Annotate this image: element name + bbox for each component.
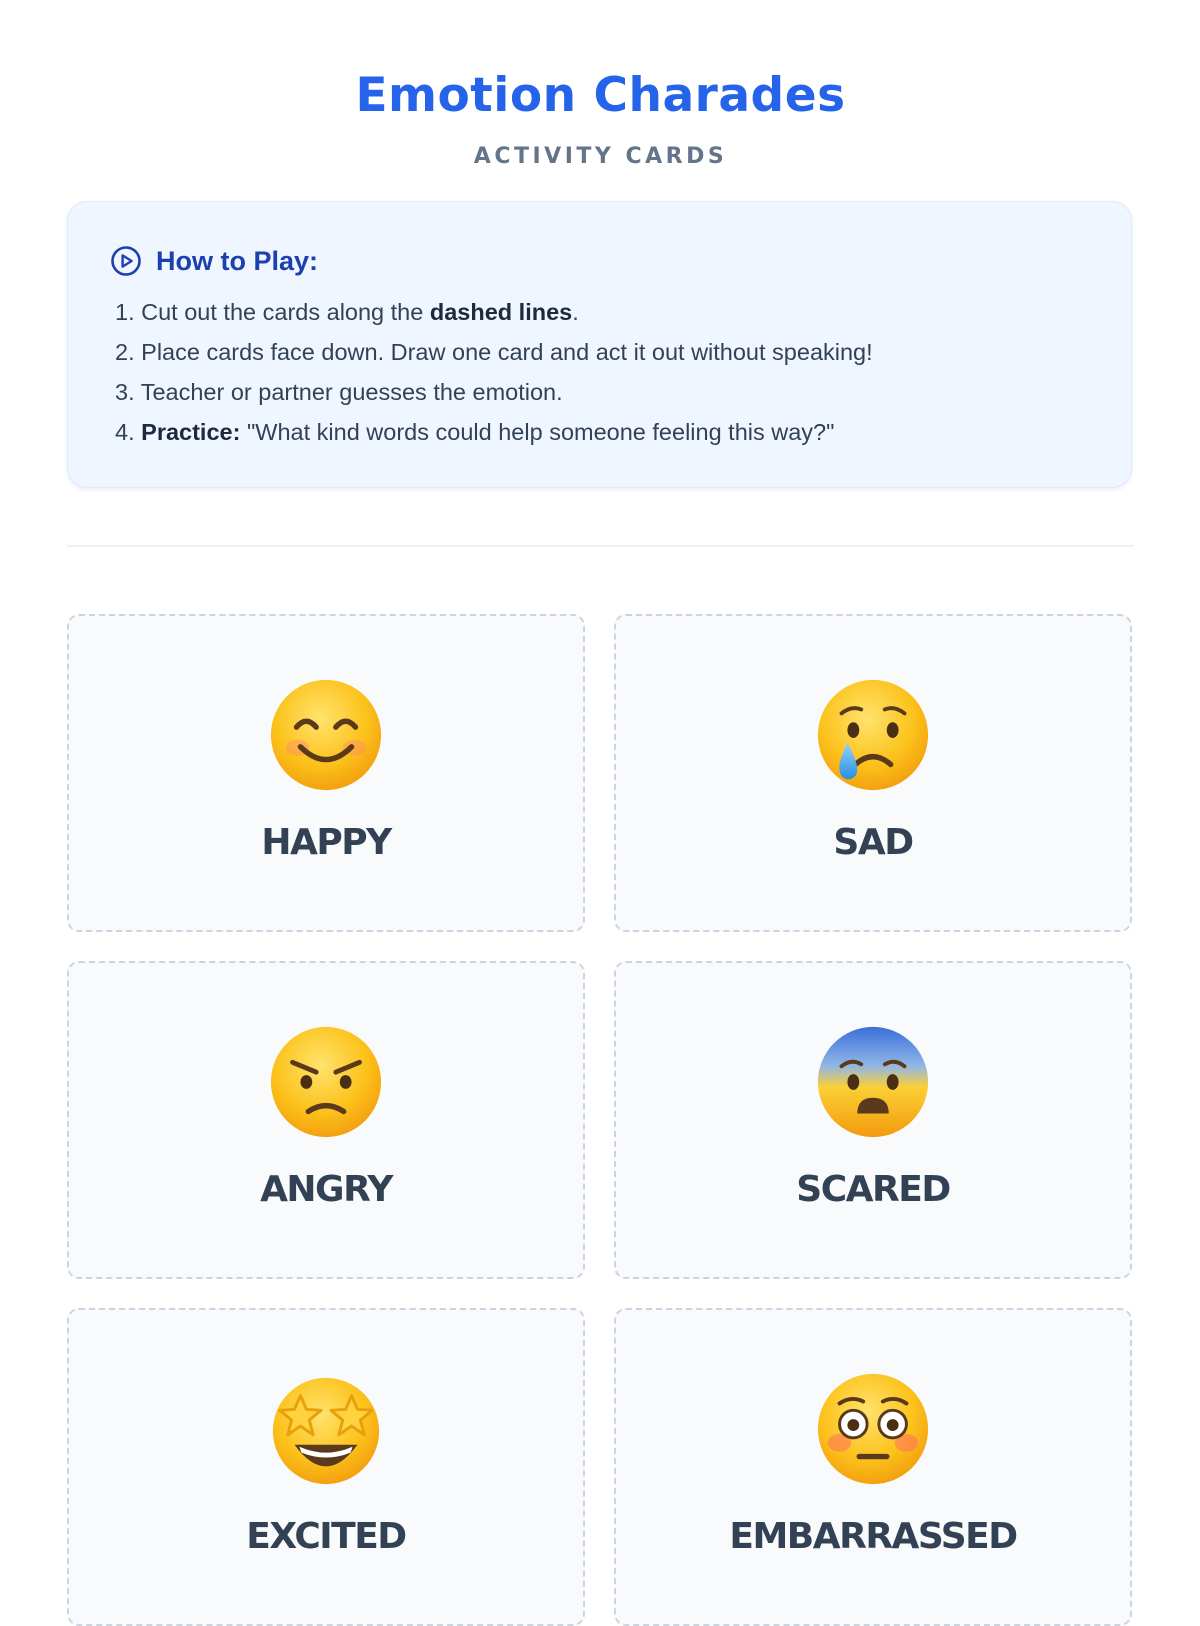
page-title: Emotion Charades [355, 68, 846, 123]
crying-face-emoji-icon [616, 676, 1130, 796]
page-subtitle: ACTIVITY CARDS [473, 144, 728, 169]
star-struck-face-emoji-icon [69, 1370, 583, 1490]
emotion-label: EMBARRASSED [729, 1516, 1017, 1557]
instruction-step: 3. Teacher or partner guesses the emotion. [115, 379, 563, 405]
instruction-list [115, 292, 873, 452]
emotion-card-sad[interactable] [614, 614, 1132, 932]
fearful-face-emoji-icon [616, 1023, 1130, 1143]
emotion-label: HAPPY [261, 822, 391, 863]
emotion-card-excited[interactable] [67, 1308, 585, 1626]
emotion-label: EXCITED [246, 1516, 406, 1557]
emotion-label: ANGRY [260, 1169, 392, 1210]
how-to-play-title: How to Play: [156, 245, 319, 276]
instruction-step: 2. Place cards face down. Draw one card and act it out without speaking! [115, 339, 873, 365]
instruction-step: 1. Cut out the cards along the dashed lines. [115, 299, 579, 325]
play-circle-icon [110, 245, 142, 277]
emotion-label: SAD [833, 822, 913, 863]
emotion-card-scared[interactable] [614, 961, 1132, 1279]
emotion-label: SCARED [796, 1169, 950, 1210]
emotion-card-happy[interactable] [67, 614, 585, 932]
how-to-play-panel [67, 201, 1132, 488]
angry-face-emoji-icon [69, 1023, 583, 1143]
section-divider [67, 545, 1134, 547]
instruction-step: 4. Practice: "What kind words could help someone feeling this way?" [115, 419, 835, 445]
smiling-face-emoji-icon [69, 676, 583, 796]
how-to-play-header [110, 244, 318, 278]
flushed-face-emoji-icon [616, 1370, 1130, 1490]
emotion-card-angry[interactable] [67, 961, 585, 1279]
emotion-card-embarrassed[interactable] [614, 1308, 1132, 1626]
